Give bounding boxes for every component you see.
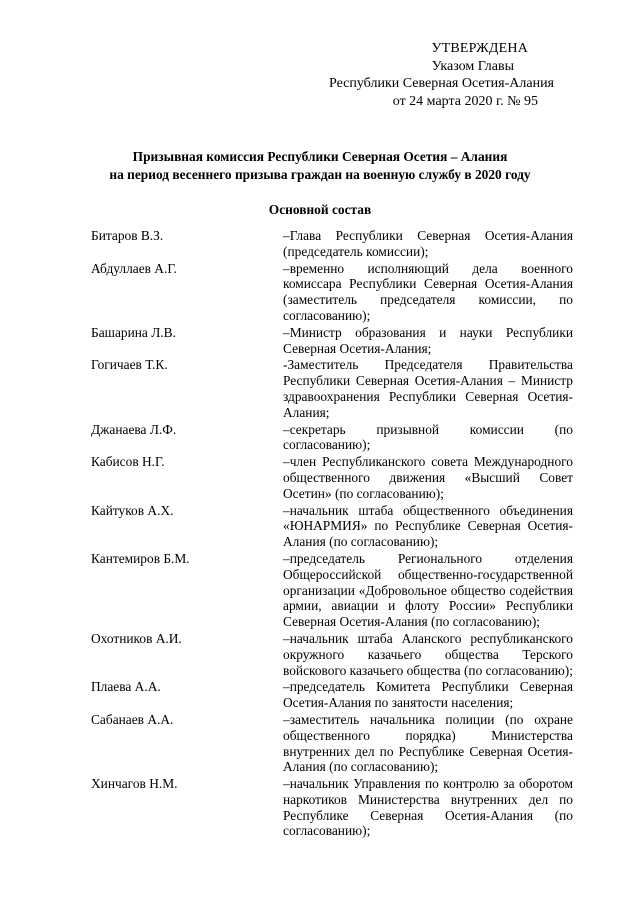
- member-row: [91, 228, 581, 260]
- member-name: Башарина Л.В.: [91, 324, 176, 340]
- member-role: –начальник Управления по контролю за оборотом наркотиков Министерства внутренних дел по Республике Северная Осетия-Алания (по согласованию);: [283, 776, 573, 839]
- member-role: –начальник штаба общественного объединения «ЮНАРМИЯ» по Республике Северная Осетия-Алания (по согласованию);: [283, 502, 573, 550]
- member-name: Гогичаев Т.К.: [91, 357, 168, 373]
- member-row: [91, 357, 581, 420]
- member-list: [91, 228, 581, 840]
- document-title: [60, 148, 580, 183]
- member-role: –заместитель начальника полиции (по охране общественного порядка) Министерства внутренних дел по Республике Северная Осетия-Алания (по согласованию);: [283, 711, 573, 775]
- member-name: Кайтуков А.Х.: [91, 502, 174, 518]
- member-name: Битаров В.З.: [91, 228, 164, 243]
- member-row: [91, 631, 581, 678]
- member-role: –член Республиканского совета Международного общественного движения «Высший Совет Осетин» (по согласованию);: [283, 454, 573, 501]
- approval-stamp: [294, 40, 554, 110]
- member-name: Абдуллаев А.Г.: [91, 260, 177, 276]
- member-row: [91, 325, 581, 357]
- member-name: Охотников А.И.: [91, 630, 182, 646]
- member-row: [91, 422, 581, 454]
- member-name: Кантемиров Б.М.: [91, 550, 190, 566]
- member-name: Плаева А.А.: [91, 679, 161, 695]
- member-row: [91, 261, 581, 324]
- member-name: Джанаева Л.Ф.: [91, 421, 177, 437]
- member-name: Хинчагов Н.М.: [91, 776, 178, 792]
- member-row: [91, 776, 581, 839]
- approval-authority: Указом Главы: [431, 58, 514, 74]
- member-role: –начальник штаба Аланского республиканского окружного казачьего общества Терского войскового казачьего общества (по согласованию);: [283, 630, 573, 678]
- title-line-1: Призывная комиссия Республики Северная Осетия – Алания: [132, 149, 508, 164]
- member-role: -Заместитель Председателя Правительства Республики Северная Осетия-Алания – Министр здравоохранения Республики Северная Осетия-Алания;: [283, 357, 573, 420]
- member-role: –председатель Комитета Республики Северная Осетия-Алания по занятости населения;: [283, 679, 573, 711]
- member-row: [91, 454, 581, 501]
- member-role: –временно исполняющий дела военного комиссара Республики Северная Осетия-Алания (заместитель председателя комиссии, по согласованию);: [283, 260, 573, 323]
- approval-status: УТВЕРЖДЕНА: [431, 41, 528, 56]
- section-heading: Основной состав: [268, 202, 372, 217]
- approval-date-number: от 24 марта 2020 г. № 95: [392, 93, 538, 109]
- member-role: –председатель Регионального отделения Общероссийской общественно-государственной организации «Добровольное общество содействия армии, авиации и флоту России» Республики Северная Осетия-Алания (по согласованию);: [283, 550, 573, 630]
- member-role: –Министр образования и науки Республики Северная Осетия-Алания;: [283, 324, 573, 356]
- member-role: –секретарь призывной комиссии (по согласованию);: [283, 421, 573, 453]
- member-row: [91, 679, 581, 711]
- title-line-2: на период весеннего призыва граждан на военную службу в 2020 году: [109, 166, 531, 182]
- member-name: Сабанаев А.А.: [91, 711, 174, 727]
- approval-republic: Республики Северная Осетия-Алания: [329, 76, 554, 91]
- member-row: [91, 551, 581, 630]
- member-row: [91, 503, 581, 550]
- member-name: Кабисов Н.Г.: [91, 454, 165, 470]
- member-row: [91, 712, 581, 775]
- member-role: –Глава Республики Северная Осетия-Алания (председатель комиссии);: [283, 228, 573, 259]
